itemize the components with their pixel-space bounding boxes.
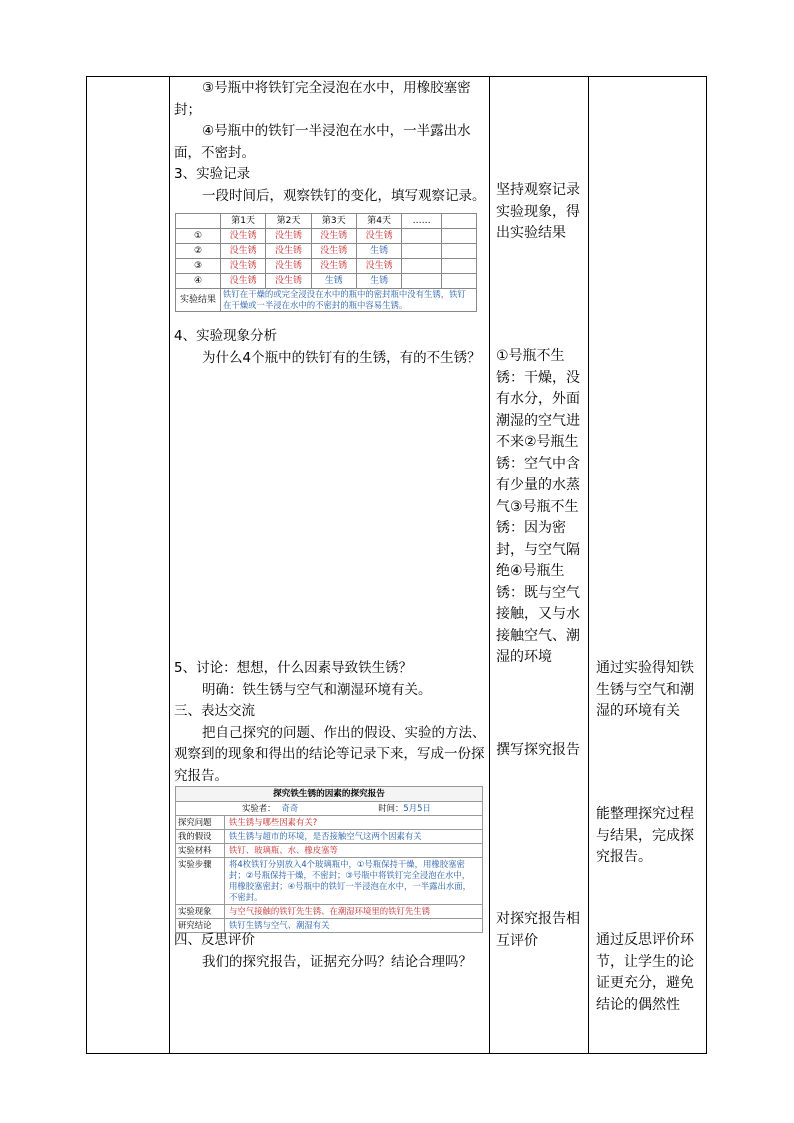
record-cell [402,274,442,289]
report-key: 实验现象 [176,905,225,918]
record-text: 一段时间后，观察铁钉的变化，填写观察记录。 [202,187,486,204]
result-text: 铁钉在干燥的或完全浸没在水中的瓶中的密封瓶中没有生锈，铁钉在干燥或一半浸在水中的不密封的瓶中容易生锈。 [221,289,477,312]
bottle4-text: ④号瓶中的铁钉一半浸泡在水中，一半露出水面，不密封。 [174,123,471,161]
section4-heading: 四、反思评价 [174,932,255,948]
bottle3-text: ③号瓶中将铁钉完全浸泡在水中，用橡胶塞密封； [174,80,471,118]
column-divider [588,77,589,1053]
student-analysis: ①号瓶不生锈：干燥，没有水分，外面潮湿的空气进不来②号瓶生锈：空气中含有少量的水蒸气③号瓶不生锈：因为密封，与空气隔绝④号瓶生锈：既与空气接触，又与水接触空气、潮湿的环境 [496,348,580,665]
section4-text: 我们的探究报告，证据充分吗？结论合理吗？ [202,953,472,970]
record-cell: 没生锈 [221,274,266,289]
report-time: 5月5日 [403,803,431,813]
record-cell: 没生锈 [266,259,311,274]
record-cell: 没生锈 [221,244,266,259]
teacher-activity-analysis [174,326,486,369]
record-cell: 没生锈 [266,229,311,244]
experimenter-name: 奇奇 [281,803,299,813]
report-value: 铁钉、玻璃瓶、水、橡皮塞等 [229,845,338,855]
section3-text: 把自己探究的问题、作出的假设、实验的方法、观察到的现象和得出的结论等记录下来，写成一份探究报告。 [174,724,486,784]
report-key: 研究结论 [176,919,225,932]
report-row [176,905,482,919]
report-value: 铁钉生锈与空气、潮湿有关 [229,920,330,930]
report-key: 实验材料 [176,844,225,857]
record-row [176,229,477,244]
record-cell: ② [176,244,221,259]
report-value: 铁生锈与超市的环境，是否接触空气这两个因素有关 [229,831,422,841]
report-title: 探究铁生锈的因素的探究报告 [176,787,482,802]
report-key: 探究问题 [176,816,225,829]
record-cell [442,274,477,289]
clarify-text: 明确：铁生锈与空气和潮湿环境有关。 [202,681,432,698]
record-cell: 没生锈 [311,229,356,244]
record-cell: 生锈 [356,244,401,259]
analysis-heading: 4、实验现象分析 [174,328,278,344]
record-result-row [176,289,477,312]
record-row [176,274,477,289]
record-cell: ① [176,229,221,244]
discussion-text: 5、讨论：想想，什么因素导致铁生锈？ [174,660,413,676]
column-divider [489,77,490,1053]
record-cell: 没生锈 [221,229,266,244]
intent-report-ability: 能整理探究过程与结果，完成探究报告。 [596,806,694,865]
record-header-cell: 第2天 [266,214,311,229]
record-cell: 没生锈 [311,259,356,274]
record-header-cell: 第4天 [356,214,401,229]
student-evaluate: 对探究报告相互评价 [496,911,580,949]
record-cell: 生锈 [311,274,356,289]
intent-reflection: 通过反思评价环节，让学生的论证更充分，避免结论的偶然性 [596,932,694,1013]
record-table [175,213,477,312]
record-cell [442,244,477,259]
record-header-cell [176,214,221,229]
record-header-cell: 第1天 [221,214,266,229]
record-cell: 没生锈 [221,259,266,274]
report-value: 铁生锈与哪些因素有关? [229,817,318,827]
report-value: 与空气接触的铁钉先生锈、在潮湿环境里的铁钉先生锈 [229,906,430,916]
record-cell [402,229,442,244]
record-header-cell: …… [402,214,442,229]
analysis-question: 为什么4个瓶中的铁钉有的生锈，有的不生锈？ [202,349,481,366]
time-label: 时间： [378,803,404,813]
report-row [176,844,482,858]
record-cell: ④ [176,274,221,289]
record-cell [442,229,477,244]
report-row [176,830,482,844]
teacher-activity-top [174,78,486,207]
report-value: 将4枚铁钉分别放入4个玻璃瓶中，①号瓶保持干燥，用橡胶塞密封；②号瓶保持干燥，不密封；③号瓶中将铁钉完全浸泡在水中，用橡胶塞密封；④号瓶中的铁钉一半浸泡在水中，一半露出水面，不密封。 [229,859,472,902]
record-cell [402,244,442,259]
experimenter-label: 实验者： [242,803,276,813]
record-heading: 3、实验记录 [174,166,251,182]
student-observe: 坚持观察记录实验现象，得出实验结果 [496,182,580,241]
record-cell: 没生锈 [266,244,311,259]
intent-conclusion: 通过实验得知铁生锈与空气和潮湿的环境有关 [596,660,694,719]
result-label: 实验结果 [176,289,221,312]
report-key: 我的假设 [176,830,225,843]
report-table [175,786,483,933]
record-cell: 生锈 [356,274,401,289]
report-meta [176,802,482,816]
record-cell [402,259,442,274]
record-cell [442,259,477,274]
report-row [176,858,482,905]
record-cell: 没生锈 [356,259,401,274]
report-row [176,816,482,830]
column-divider [169,77,170,1053]
teacher-activity-reflection [174,930,486,973]
record-cell: 没生锈 [266,274,311,289]
record-cell: 没生锈 [311,244,356,259]
record-row [176,259,477,274]
teacher-activity-discussion [174,658,486,787]
record-row [176,244,477,259]
report-key: 实验步骤 [176,858,225,904]
record-header-row [176,214,477,229]
student-write-report: 撰写探究报告 [496,742,580,758]
record-header-cell: 第3天 [311,214,356,229]
section3-heading: 三、表达交流 [174,703,255,719]
record-header-cell [442,214,477,229]
record-cell: 没生锈 [356,229,401,244]
record-cell: ③ [176,259,221,274]
